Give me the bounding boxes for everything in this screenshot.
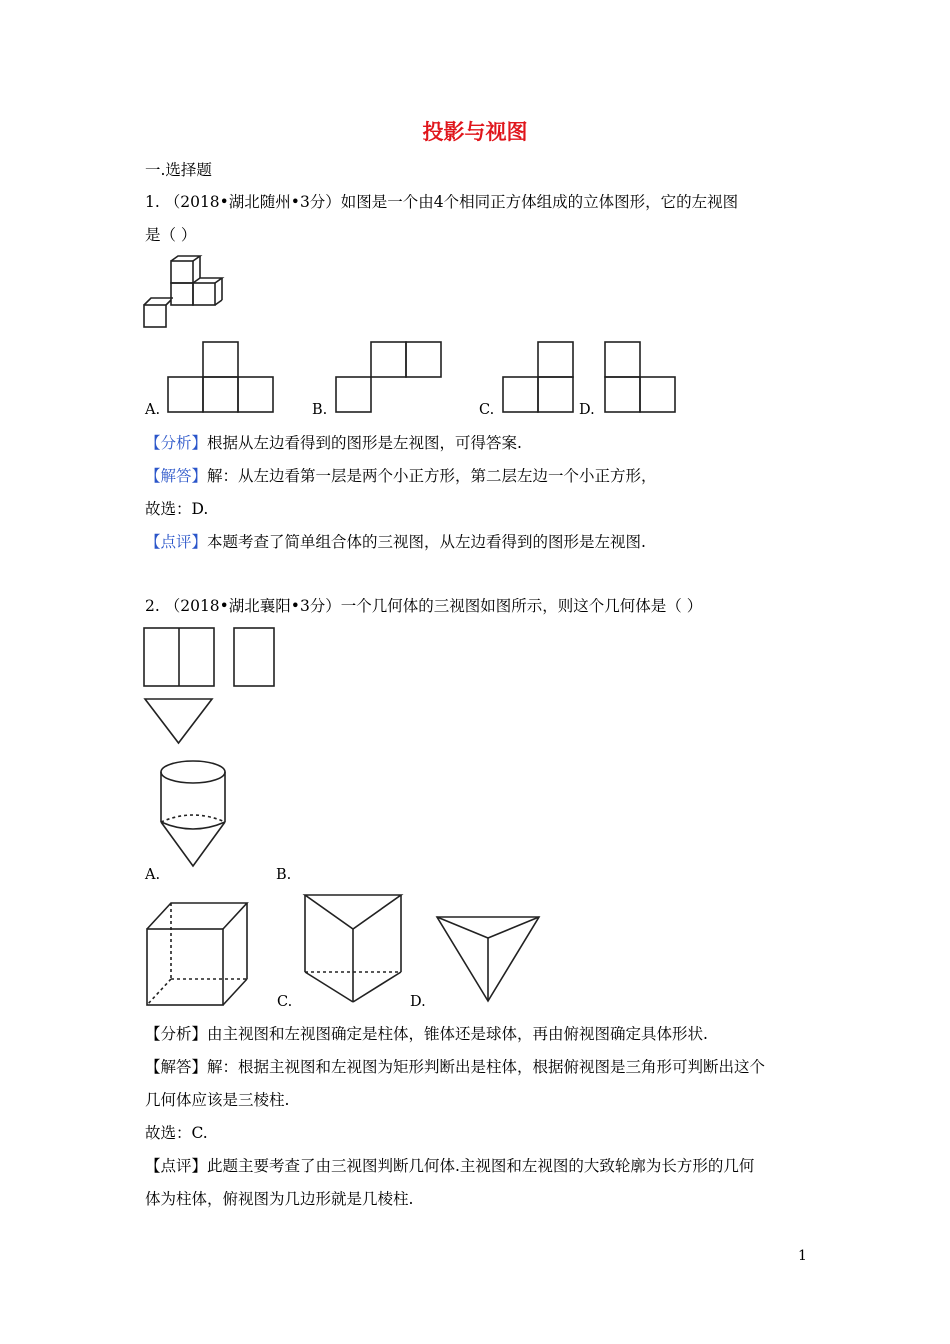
q2-option-d-label: D.	[410, 994, 426, 1010]
q2-analysis: 【分析】由主视图和左视图确定是柱体，锥体还是球体，再由俯视图确定具体形状.	[145, 1025, 708, 1043]
q1-option-d-label: D.	[579, 402, 595, 418]
q1-stem-line2: 是（ ）	[145, 226, 197, 244]
q1-option-c-figure	[501, 340, 577, 414]
q2-option-d-figure	[434, 912, 542, 1004]
q2-comment-line1: 【点评】此题主要考查了由三视图判断几何体.主视图和左视图的大致轮廓为长方形的几何	[145, 1157, 755, 1175]
q1-stem-line1: 1. （2018•湖北随州•3分）如图是一个由4个相同正方体组成的立体图形，它的左视图	[145, 193, 739, 211]
q2-three-views-figure	[142, 626, 278, 746]
q1-option-a-label: A.	[145, 402, 161, 418]
q1-option-a-figure	[166, 340, 276, 414]
page-number: 1	[798, 1248, 807, 1264]
q1-comment	[145, 532, 646, 552]
q2-option-a-label: A.	[145, 867, 161, 883]
q2-answer-line2: 几何体应该是三棱柱.	[145, 1091, 290, 1109]
q2-option-a-figure	[158, 758, 230, 870]
q2-option-c-label: C.	[277, 994, 293, 1010]
q1-option-c-label: C.	[479, 402, 495, 418]
q1-solid-figure	[140, 256, 240, 330]
answer-tag: 【解答】	[145, 467, 208, 485]
q1-answer-text: 解：从左边看第一层是两个小正方形，第二层左边一个小正方形，	[207, 467, 657, 485]
q1-option-b-figure	[334, 340, 446, 414]
q2-choice: 故选：C.	[145, 1124, 208, 1142]
q1-option-b-label: B.	[312, 402, 328, 418]
q1-answer	[145, 466, 657, 486]
section-heading: 一.选择题	[145, 161, 212, 179]
comment-tag: 【点评】	[145, 533, 208, 551]
q2-option-b-label: B.	[276, 867, 292, 883]
q1-choice: 故选：D.	[145, 500, 209, 518]
q1-comment-text: 本题考查了简单组合体的三视图，从左边看得到的图形是左视图.	[207, 533, 646, 551]
q2-answer-line1: 【解答】解：根据主视图和左视图为矩形判断出是柱体，根据俯视图是三角形可判断出这个	[145, 1058, 766, 1076]
q2-option-c-figure	[302, 892, 404, 1004]
q2-comment-line2: 体为柱体，俯视图为几边形就是几棱柱.	[145, 1190, 414, 1208]
q1-analysis	[145, 433, 522, 453]
q2-option-b-figure	[144, 900, 250, 1008]
analysis-tag: 【分析】	[145, 434, 208, 452]
q1-option-d-figure	[603, 340, 679, 414]
q2-stem: 2. （2018•湖北襄阳•3分）一个几何体的三视图如图所示，则这个几何体是（ ）	[145, 597, 703, 615]
q1-analysis-text: 根据从左边看得到的图形是左视图，可得答案.	[207, 434, 522, 452]
page-title: 投影与视图	[422, 120, 528, 144]
